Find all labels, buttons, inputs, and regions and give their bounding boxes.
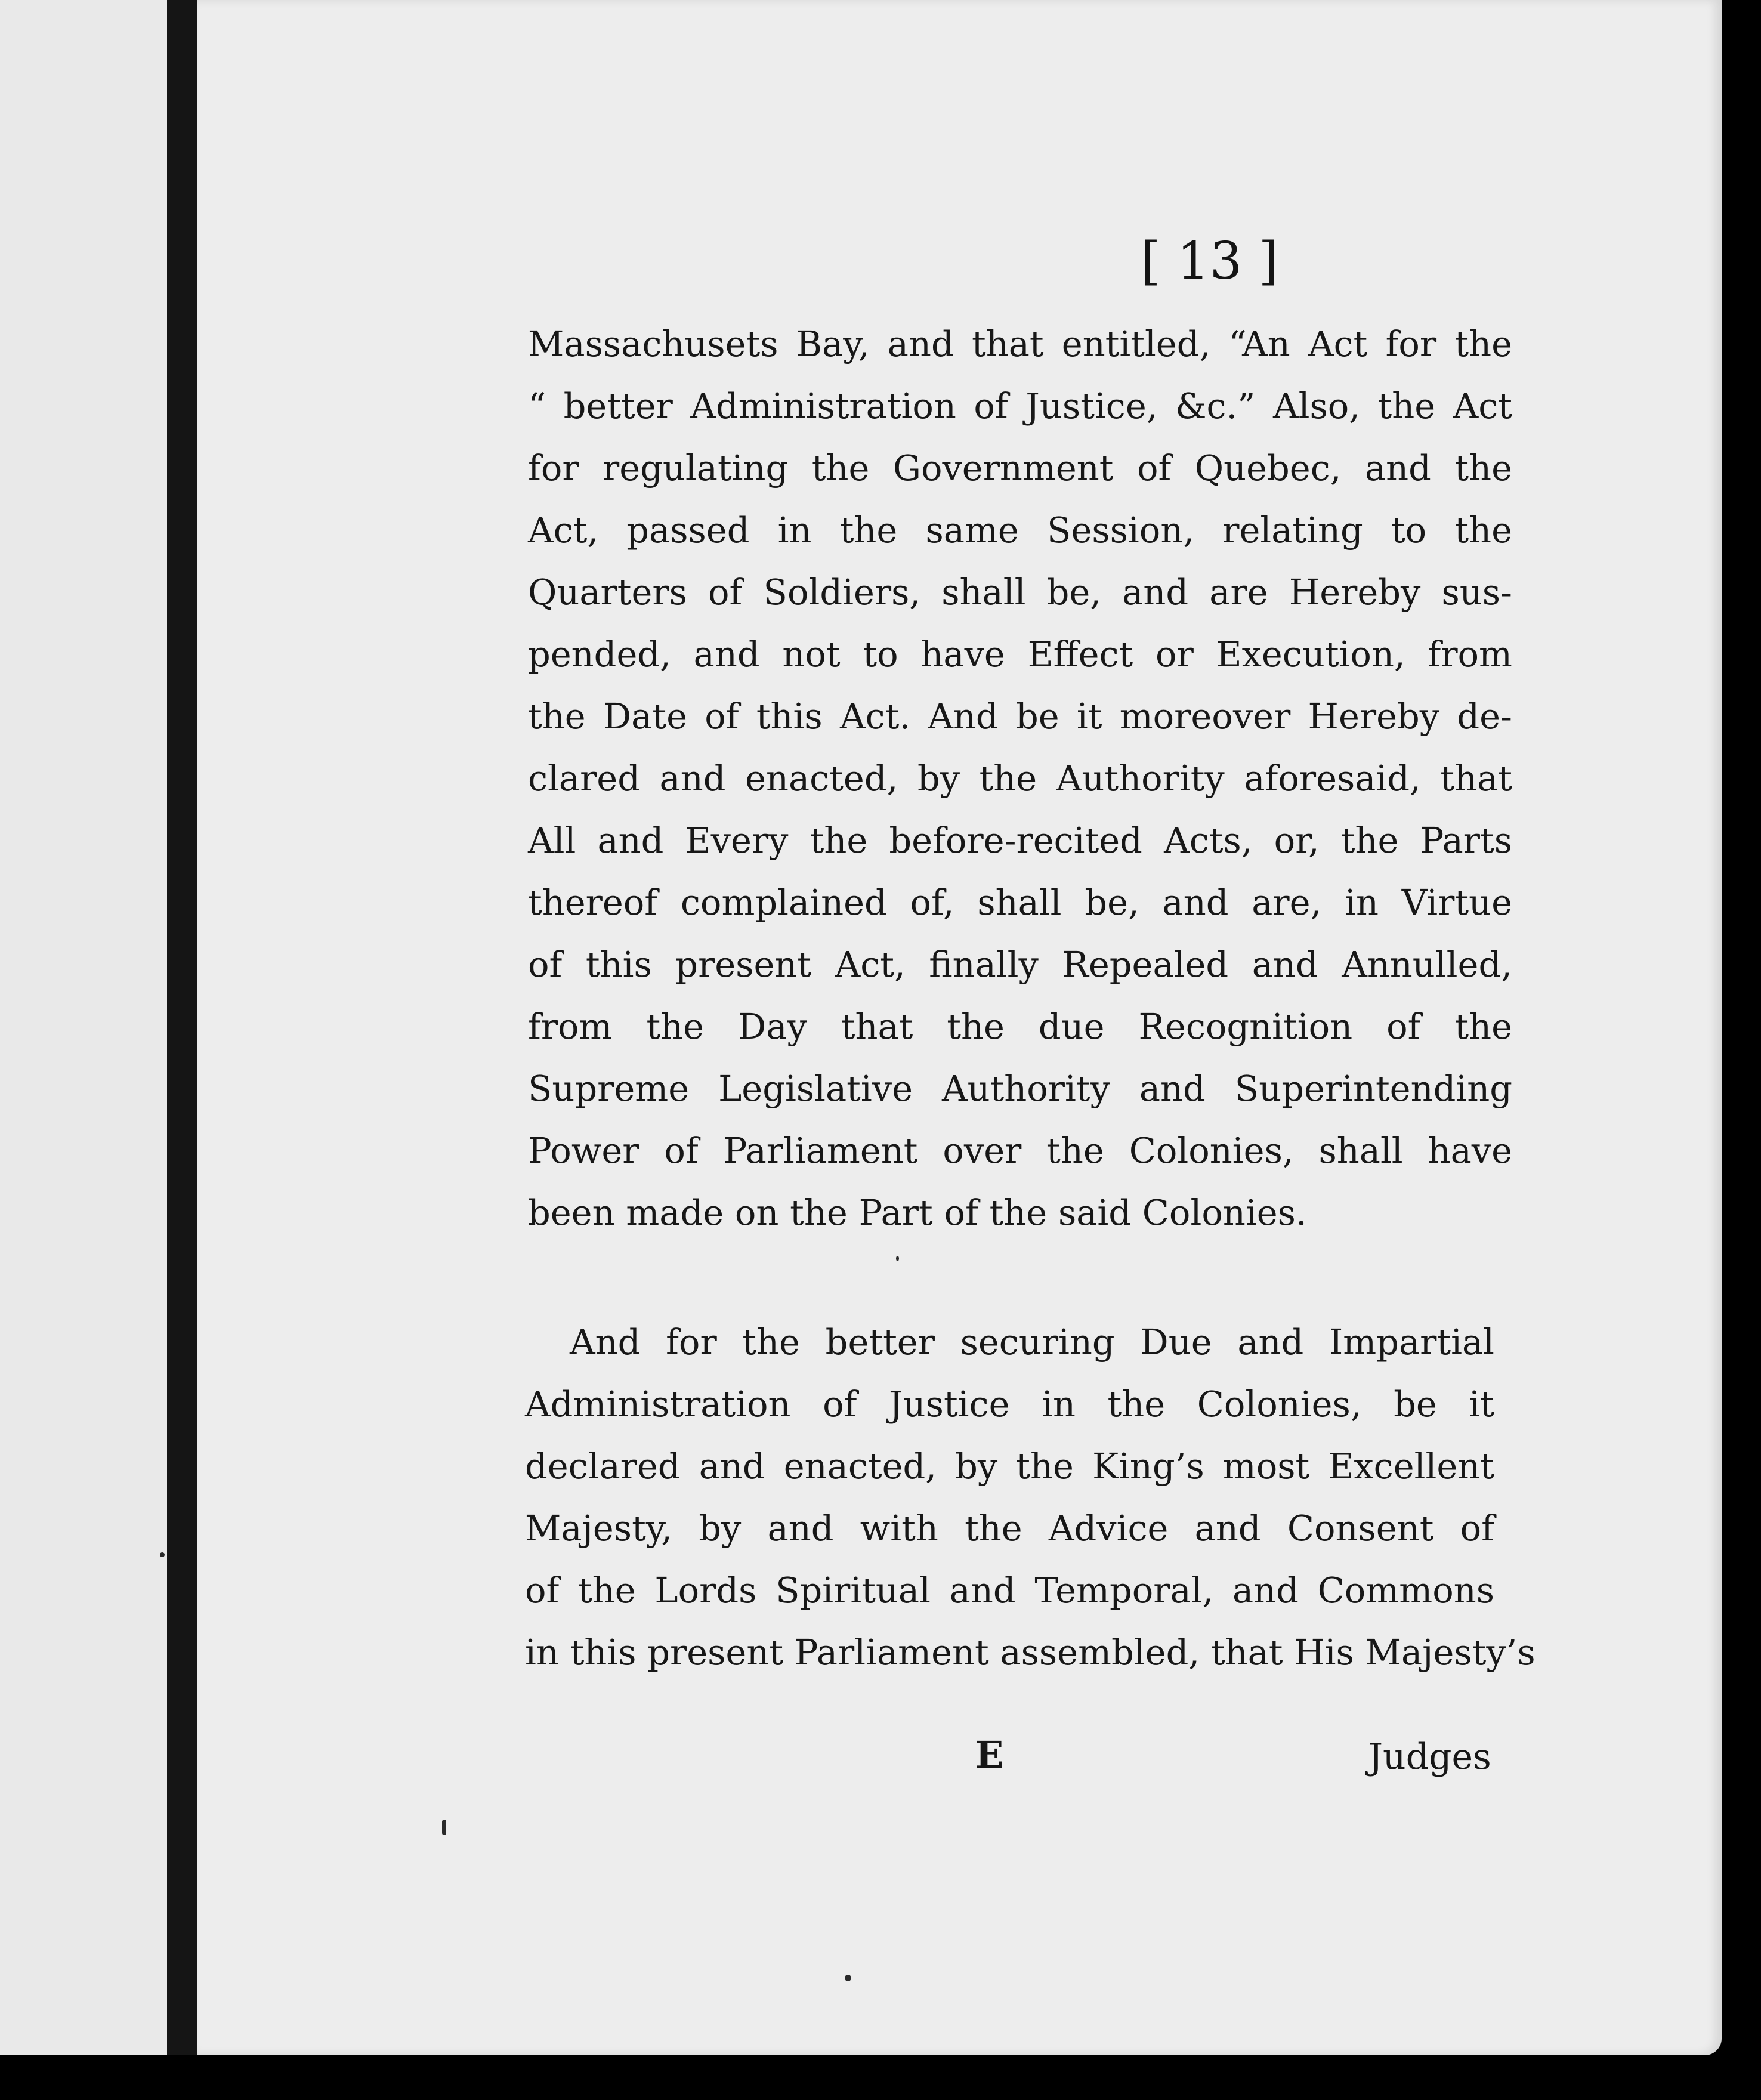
text-line: And for the better securing Due and Impartial xyxy=(570,1321,1494,1363)
text-line: for regulating the Government of Quebec, and the xyxy=(528,447,1512,489)
catchword: Judges xyxy=(1368,1736,1491,1778)
left-page-edge xyxy=(0,0,167,2055)
text-line: of this present Act, finally Repealed and Annulled, xyxy=(528,944,1512,985)
text-line: thereof complained of, shall be, and are, in Virtue xyxy=(528,882,1512,923)
ink-speck xyxy=(160,1552,165,1557)
text-line: Administration of Justice in the Colonies, be it xyxy=(525,1383,1494,1425)
text-line: been made on the Part of the said Colonies. xyxy=(528,1192,1307,1233)
book-gutter xyxy=(167,0,197,2055)
text-line: clared and enacted, by the Authority aforesaid, that xyxy=(528,758,1512,799)
text-line: All and Every the before-recited Acts, or, the Parts xyxy=(528,820,1512,861)
paragraph-2 xyxy=(525,1311,1536,1684)
text-line: Massachusets Bay, and that entitled, “An Act for the xyxy=(528,323,1512,365)
text-line: Supreme Legislative Authority and Superintending xyxy=(528,1068,1512,1109)
page-number: [ 13 ] xyxy=(1141,231,1279,291)
text-line: the Date of this Act. And be it moreover Hereby de- xyxy=(528,696,1512,737)
text-line: in this present Parliament assembled, that His Majesty’s xyxy=(525,1632,1536,1673)
signature-mark: E xyxy=(975,1733,1004,1777)
text-line: pended, and not to have Effect or Execution, from xyxy=(528,634,1512,675)
text-line: declared and enacted, by the King’s most Excellent xyxy=(525,1446,1494,1487)
text-line: Act, passed in the same Session, relating to the xyxy=(528,509,1512,551)
ink-speck xyxy=(896,1256,899,1261)
paragraph-1 xyxy=(528,313,1512,1244)
text-line: “ better Administration of Justice, &c.” Also, the Act xyxy=(528,385,1512,427)
text-line: Quarters of Soldiers, shall be, and are Hereby sus- xyxy=(528,572,1512,613)
text-line: of the Lords Spiritual and Temporal, and Commons xyxy=(525,1570,1494,1611)
ink-speck xyxy=(442,1820,446,1835)
text-line: Majesty, by and with the Advice and Consent of xyxy=(525,1508,1494,1549)
text-line: from the Day that the due Recognition of the xyxy=(528,1006,1512,1047)
ink-speck xyxy=(845,1975,851,1981)
text-line: Power of Parliament over the Colonies, shall have xyxy=(528,1130,1512,1171)
